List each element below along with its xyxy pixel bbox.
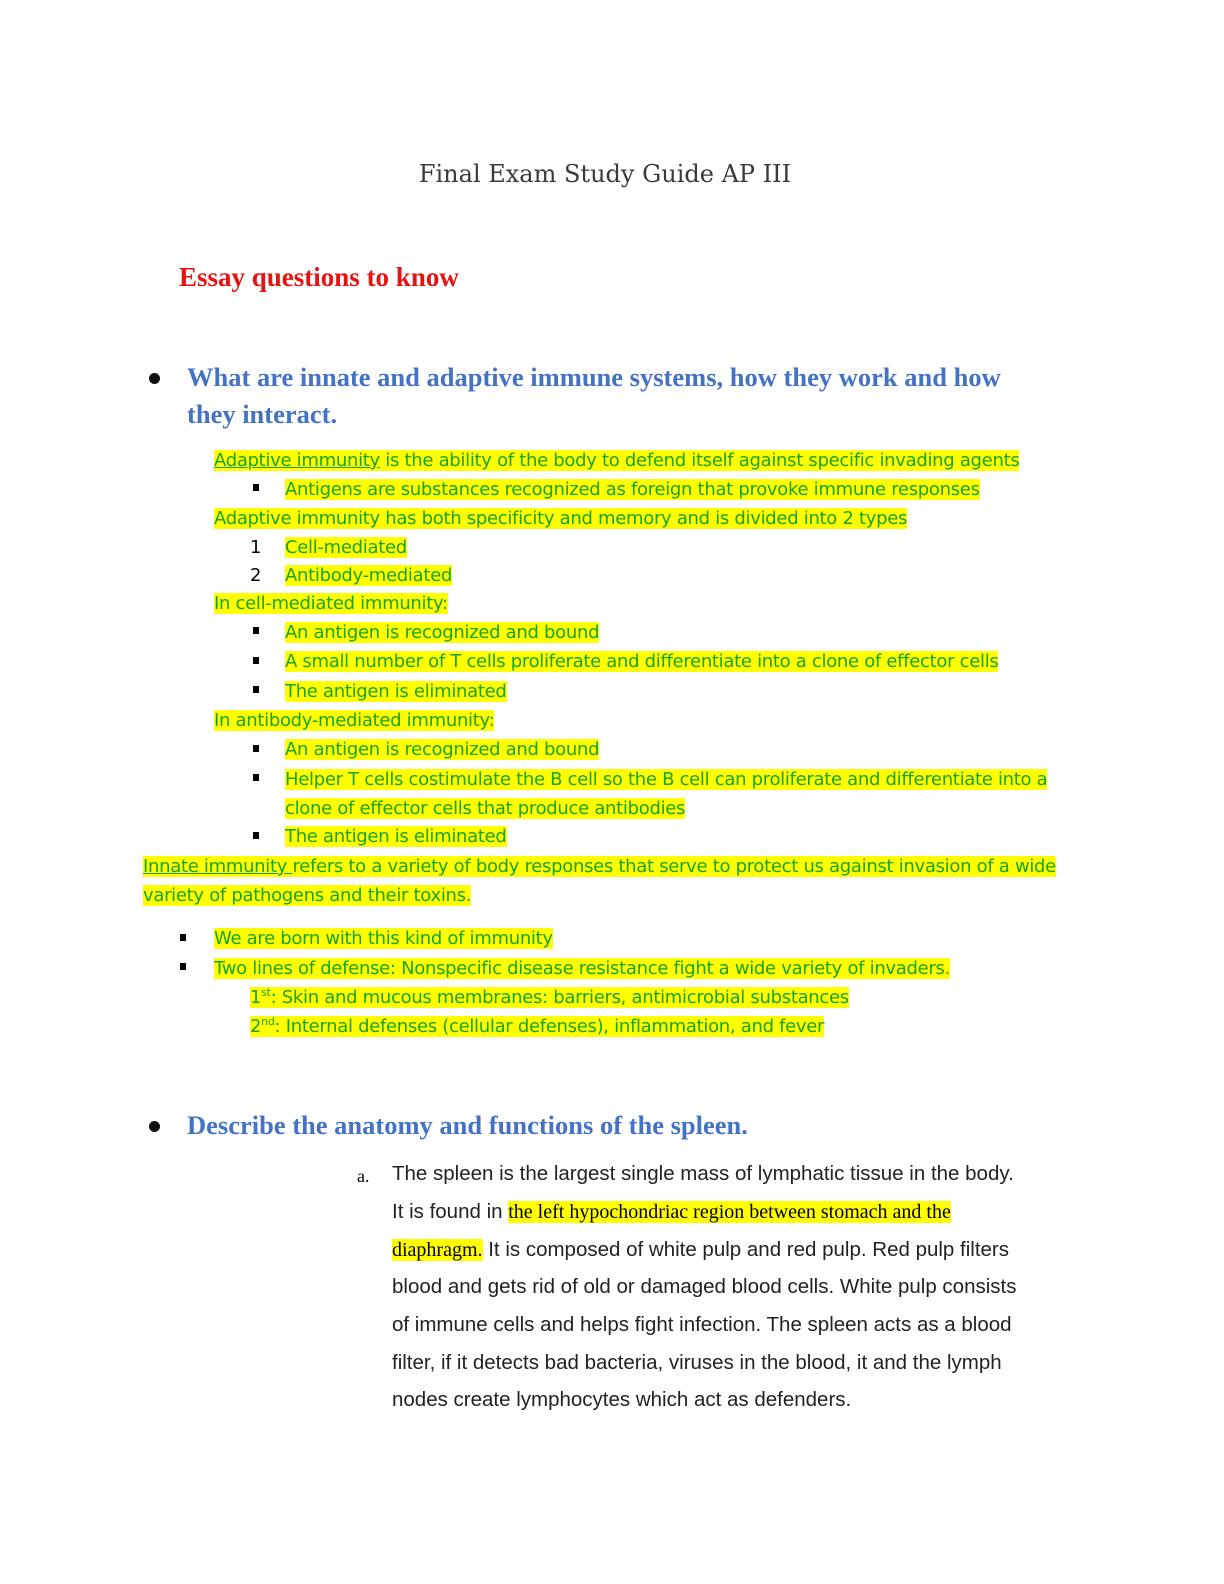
- question-1-line-2: they interact.: [187, 399, 338, 429]
- list-number-1: 1: [250, 537, 262, 558]
- spleen-location-highlight: the left hypochondriac region between stomach and the: [508, 1201, 951, 1223]
- antibody-step: The antigen is eliminated: [285, 826, 507, 847]
- cell-step: A small number of T cells proliferate and differentiate into a clone of effector cells: [285, 651, 999, 672]
- defense-line-2: 2nd: Internal defenses (cellular defenses), inflammation, and fever: [250, 1015, 825, 1037]
- list-marker-a: a.: [357, 1166, 370, 1186]
- square-bullet-icon: [253, 627, 259, 634]
- spleen-text-line: of immune cells and helps fight infection. The spleen acts as a blood: [392, 1313, 1012, 1336]
- innate-def-text: refers to a variety of body responses that serve to protect us against invasion of a wide: [292, 856, 1056, 877]
- square-bullet-icon: [253, 832, 259, 839]
- specificity-line: Adaptive immunity has both specificity and memory and is divided into 2 types: [214, 508, 908, 529]
- defense-line-1: 1st: Skin and mucous membranes: barriers, antimicrobial substances: [250, 986, 849, 1008]
- antibody-step: Helper T cells costimulate the B cell so the B cell can proliferate and differentiate into a: [285, 769, 1048, 790]
- cell-mediated-heading: In cell-mediated immunity:: [214, 593, 448, 614]
- question-1: [187, 359, 1067, 433]
- document-title: Final Exam Study Guide AP III: [418, 160, 792, 188]
- innate-point: We are born with this kind of immunity: [214, 928, 553, 949]
- antibody-step: An antigen is recognized and bound: [285, 739, 600, 760]
- square-bullet-icon: [180, 934, 186, 941]
- adaptive-definition: [214, 448, 1019, 473]
- question-2: Describe the anatomy and functions of the spleen.: [187, 1110, 748, 1140]
- type-cell-mediated: Cell-mediated: [285, 537, 407, 558]
- square-bullet-icon: [253, 657, 259, 664]
- square-bullet-icon: [253, 686, 259, 693]
- section-heading: Essay questions to know: [179, 262, 459, 292]
- cell-step: The antigen is eliminated: [285, 681, 507, 702]
- innate-point: Two lines of defense: Nonspecific disease resistance fight a wide variety of invaders.: [214, 958, 951, 979]
- spleen-text-line: filter, if it detects bad bacteria, viruses in the blood, it and the lymph: [392, 1351, 1002, 1374]
- square-bullet-icon: [253, 745, 259, 752]
- innate-definition: [143, 854, 1056, 879]
- spleen-text-line: nodes create lymphocytes which act as defenders.: [392, 1388, 852, 1411]
- square-bullet-icon: [180, 963, 186, 970]
- spleen-text-line: blood and gets rid of old or damaged blood cells. White pulp consists: [392, 1275, 1017, 1298]
- list-number-2: 2: [250, 565, 262, 586]
- adaptive-term: Adaptive immunity: [214, 450, 380, 471]
- cell-step: An antigen is recognized and bound: [285, 622, 600, 643]
- innate-definition-continued: variety of pathogens and their toxins.: [143, 885, 472, 906]
- spleen-text-line: diaphragm. It is composed of white pulp and red pulp. Red pulp filters: [392, 1238, 1009, 1261]
- bullet-dot-icon: [149, 1121, 160, 1132]
- antibody-mediated-heading: In antibody-mediated immunity:: [214, 710, 495, 731]
- spleen-location-highlight: diaphragm.: [392, 1239, 483, 1261]
- square-bullet-icon: [253, 774, 259, 781]
- square-bullet-icon: [253, 484, 259, 491]
- spleen-text-line: The spleen is the largest single mass of lymphatic tissue in the body.: [392, 1162, 1014, 1185]
- type-antibody-mediated: Antibody-mediated: [285, 565, 452, 586]
- spleen-text-line: It is found in the left hypochondriac region between stomach and the: [392, 1200, 951, 1223]
- innate-term: Innate immunity: [143, 856, 293, 877]
- adaptive-def-text: is the ability of the body to defend itself against specific invading agents: [379, 450, 1020, 471]
- antibody-step-continued: clone of effector cells that produce antibodies: [285, 798, 686, 819]
- bullet-dot-icon: [149, 373, 160, 384]
- question-1-line-1: What are innate and adaptive immune systems, how they work and how: [187, 362, 1001, 392]
- antigens-point: Antigens are substances recognized as foreign that provoke immune responses: [285, 479, 980, 500]
